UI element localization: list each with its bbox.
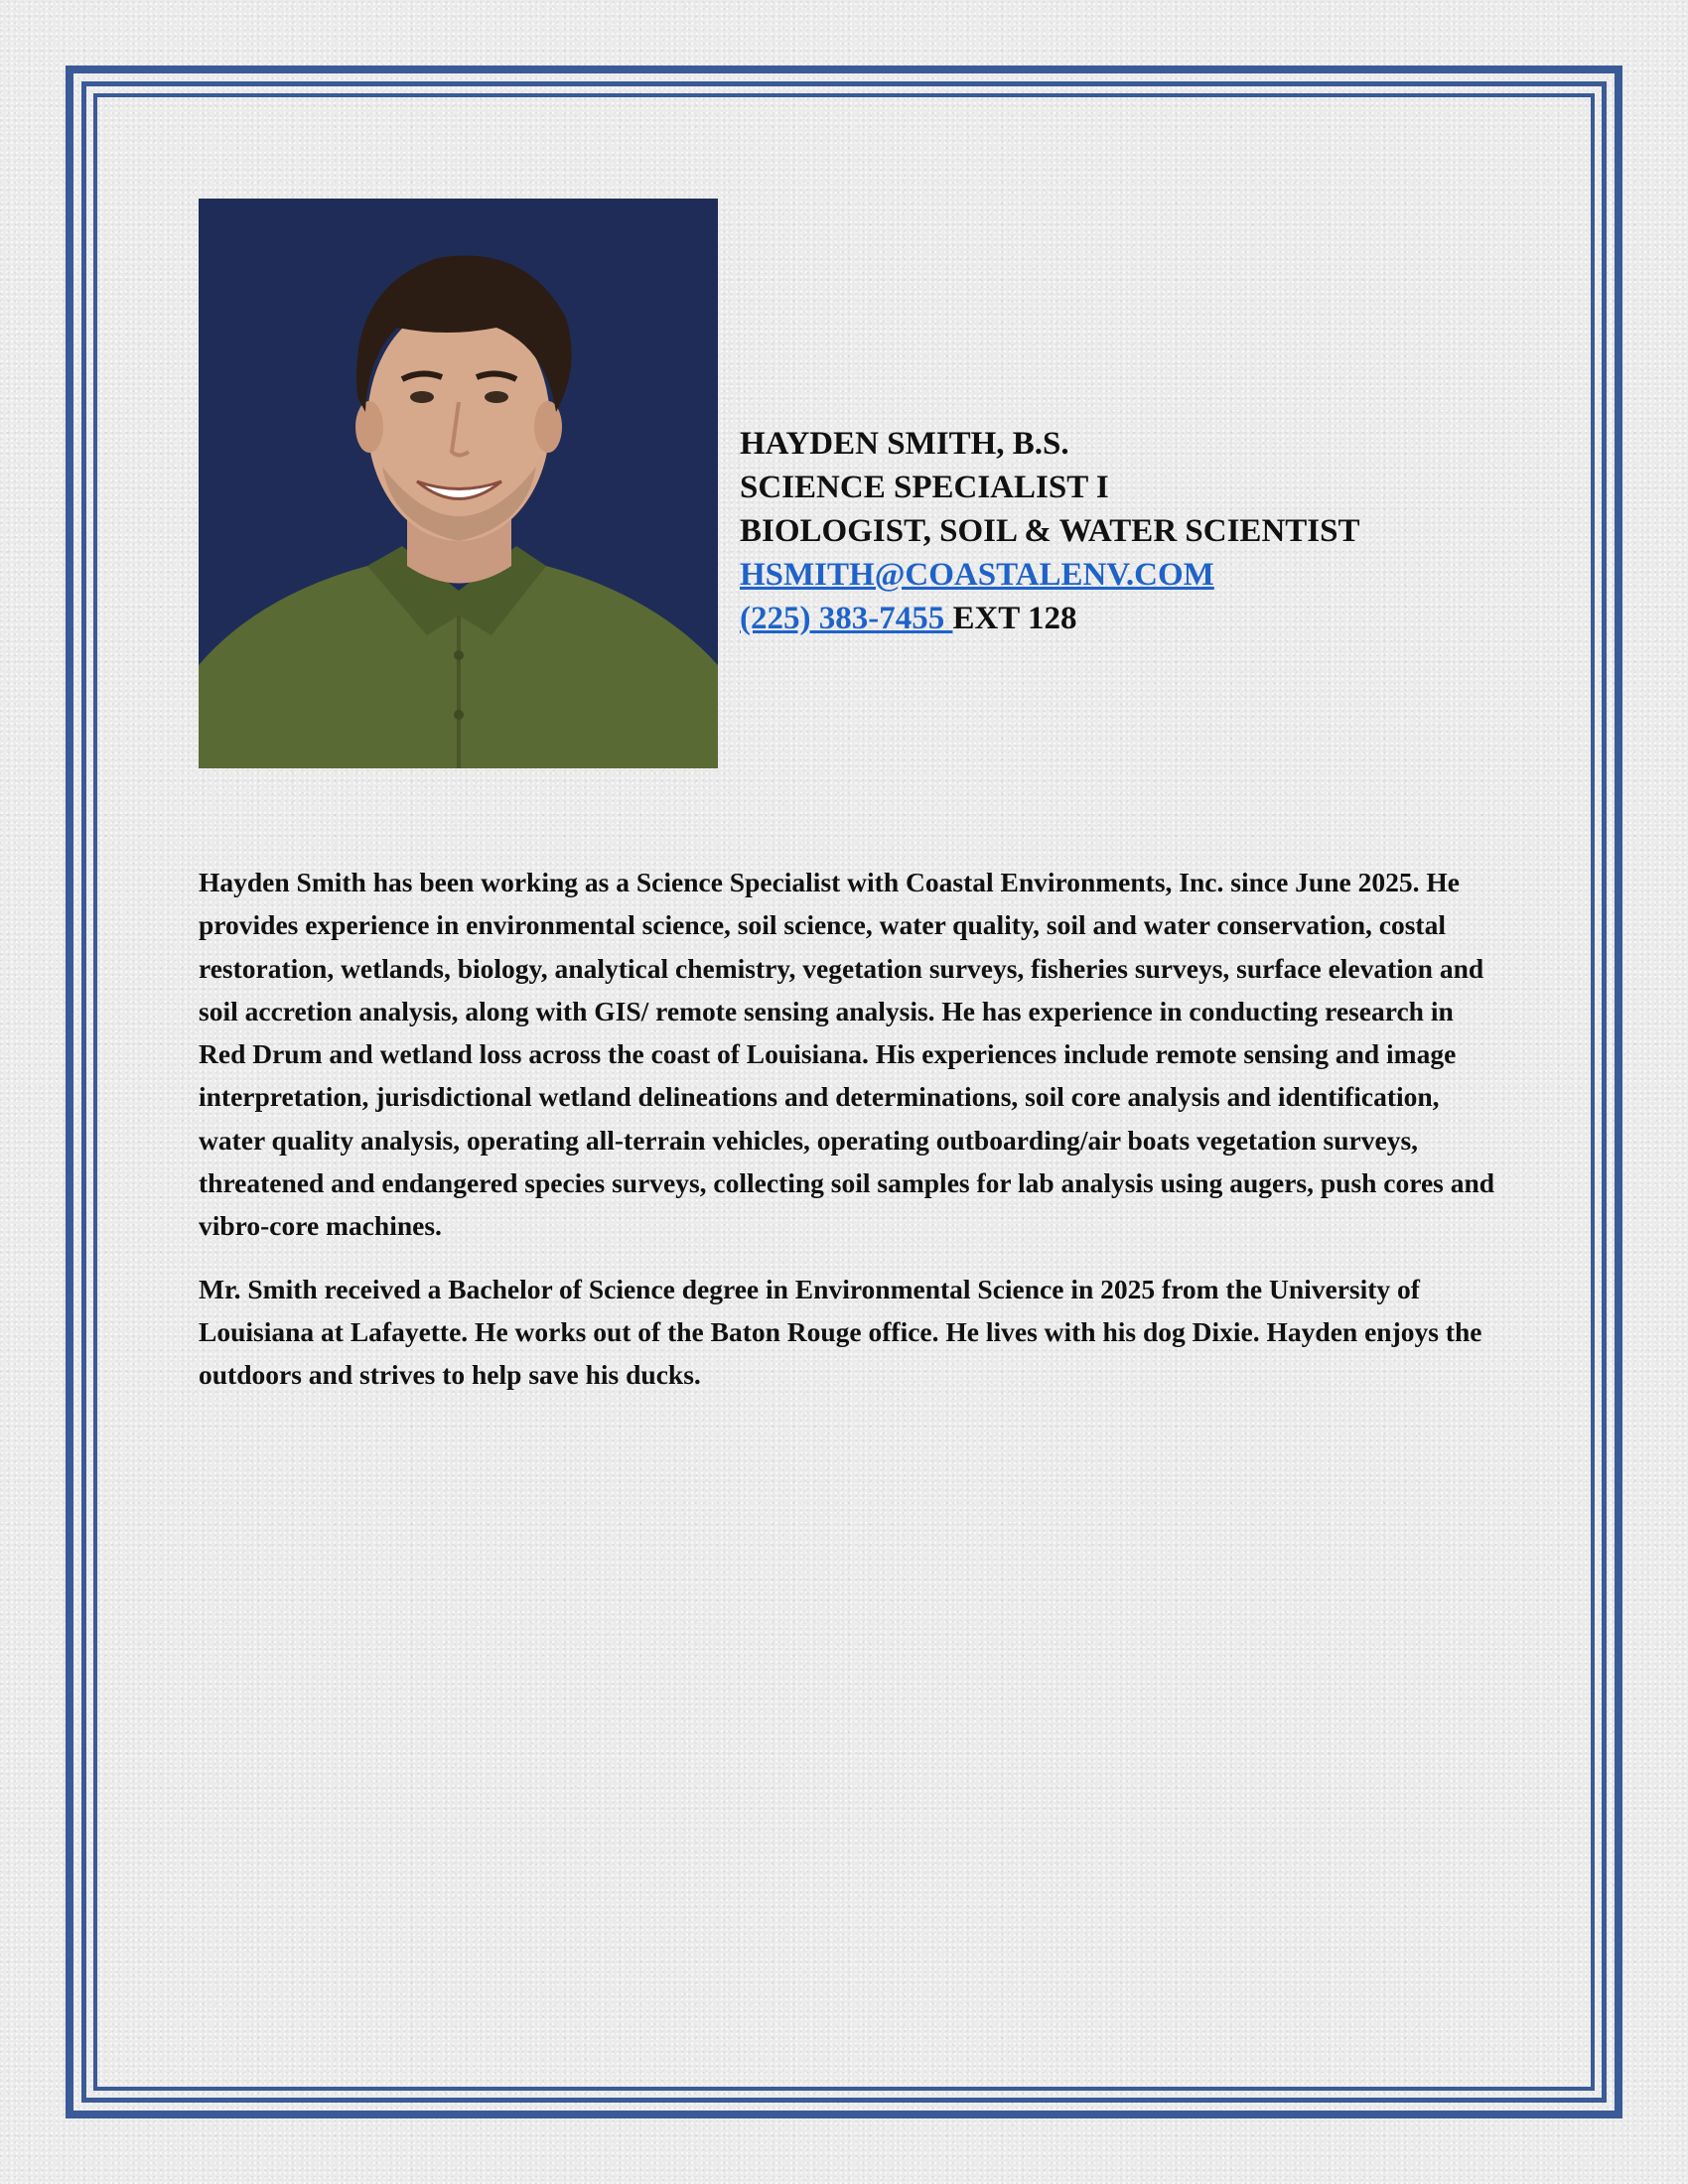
job-role: BIOLOGIST, SOIL & WATER SCIENTIST: [740, 513, 1360, 549]
biography: [199, 861, 1499, 1417]
email-line: [740, 553, 1534, 597]
phone-extension: EXT 128: [952, 601, 1077, 636]
phone-line: [740, 597, 1534, 640]
email-link[interactable]: HSMITH@COASTALENV.COM: [740, 557, 1214, 593]
profile-photo: [199, 199, 718, 768]
contact-header: [740, 422, 1534, 640]
person-name: HAYDEN SMITH, B.S.: [740, 426, 1069, 462]
bio-paragraph-2: Mr. Smith received a Bachelor of Science degree in Environmental Science in 2025 from the University of Louisiana at Lafayette. He works out of the Baton Rouge office. He lives with his dog Dixie. Hayden enjoys the outdoors and strives to help save his ducks.: [199, 1273, 1482, 1391]
portrait-illustration: [199, 199, 718, 768]
phone-link[interactable]: (225) 383-7455: [740, 601, 953, 636]
bio-paragraph-1: Hayden Smith has been working as a Science Specialist with Coastal Environments, Inc. since June 2025. He provides experience in environmental science, soil science, water quality, soil and water conservation, costal restoration, wetlands, biology, analytical chemistry, vegetation surveys, fisheries surveys, surface elevation and soil accretion analysis, along with GIS/ remote sensing analysis. He has experience in conducting research in Red Drum and wetland loss across the coast of Louisiana. His experiences include remote sensing and image interpretation, jurisdictional wetland delineations and determinations, soil core analysis and identification, water quality analysis, operating all-terrain vehicles, operating outboarding/air boats vegetation surveys, threatened and endangered species surveys, collecting soil samples for lab analysis using augers, push cores and vibro-core machines.: [199, 867, 1495, 1242]
job-title: SCIENCE SPECIALIST I: [740, 470, 1109, 505]
